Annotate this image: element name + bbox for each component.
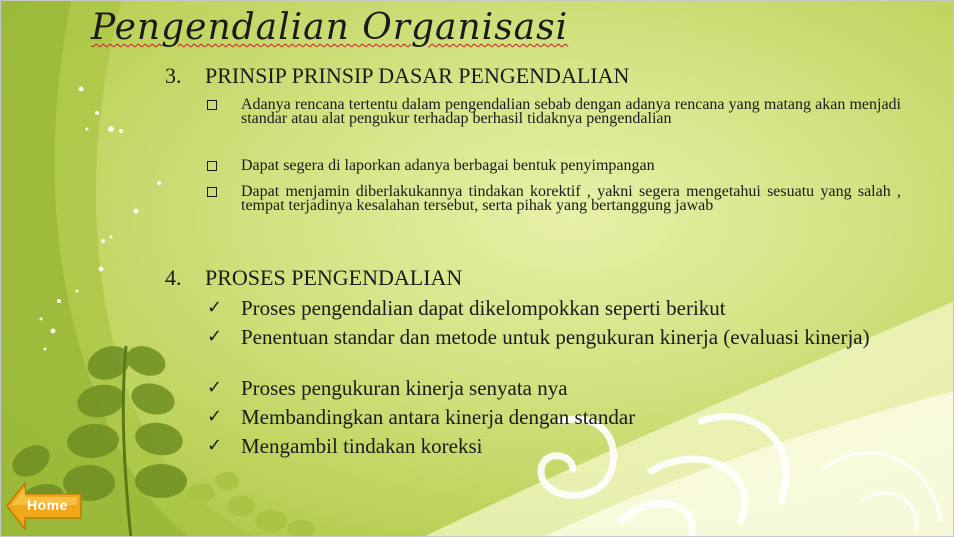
section-3-heading-text: PRINSIP PRINSIP DASAR PENGENDALIAN: [205, 63, 630, 88]
slide-title: Pengendalian Organisasi: [91, 7, 569, 48]
list-item: ✓ Penentuan standar dan metode untuk pengukuran kinerja (evaluasi kinerja): [207, 325, 870, 349]
list-item: Adanya rencana tertentu dalam pengendalian sebab dengan adanya rencana yang matang akan menjadi standar atau alat pengukur terhadap berhasil tidaknya pengendalian: [207, 98, 901, 126]
list-item: Dapat segera di laporkan adanya berbagai bentuk penyimpangan: [207, 159, 901, 173]
square-bullet-icon: [207, 100, 217, 110]
square-bullet-icon: [207, 187, 217, 197]
section-4-heading-text: PROSES PENGENDALIAN: [205, 265, 463, 290]
section-3-number: 3.: [165, 63, 182, 88]
list-item: ✓ Mengambil tindakan koreksi: [207, 434, 483, 458]
checkmark-icon: ✓: [207, 297, 223, 318]
home-button[interactable]: [5, 481, 83, 531]
list-item: Dapat menjamin diberlakukannya tindakan korektif , yakni segera mengetahui sesuatu yang salah , tempat terjadinya kesalahan tersebut, serta pihak yang bertanggung jawab: [207, 185, 901, 213]
checkmark-icon: ✓: [207, 406, 223, 427]
section-4-number: 4.: [165, 265, 182, 290]
home-button-label: Home: [27, 497, 68, 513]
list-item: ✓ Proses pengukuran kinerja senyata nya: [207, 376, 568, 400]
checkmark-icon: ✓: [207, 326, 223, 347]
square-bullet-icon: [207, 161, 217, 171]
checkmark-icon: ✓: [207, 377, 223, 398]
section-4-heading: [165, 265, 462, 291]
checkmark-icon: ✓: [207, 435, 223, 456]
list-item: ✓ Proses pengendalian dapat dikelompokkan seperti berikut: [207, 296, 726, 320]
list-item: ✓ Membandingkan antara kinerja dengan standar: [207, 405, 636, 429]
section-3-heading: [165, 63, 629, 89]
